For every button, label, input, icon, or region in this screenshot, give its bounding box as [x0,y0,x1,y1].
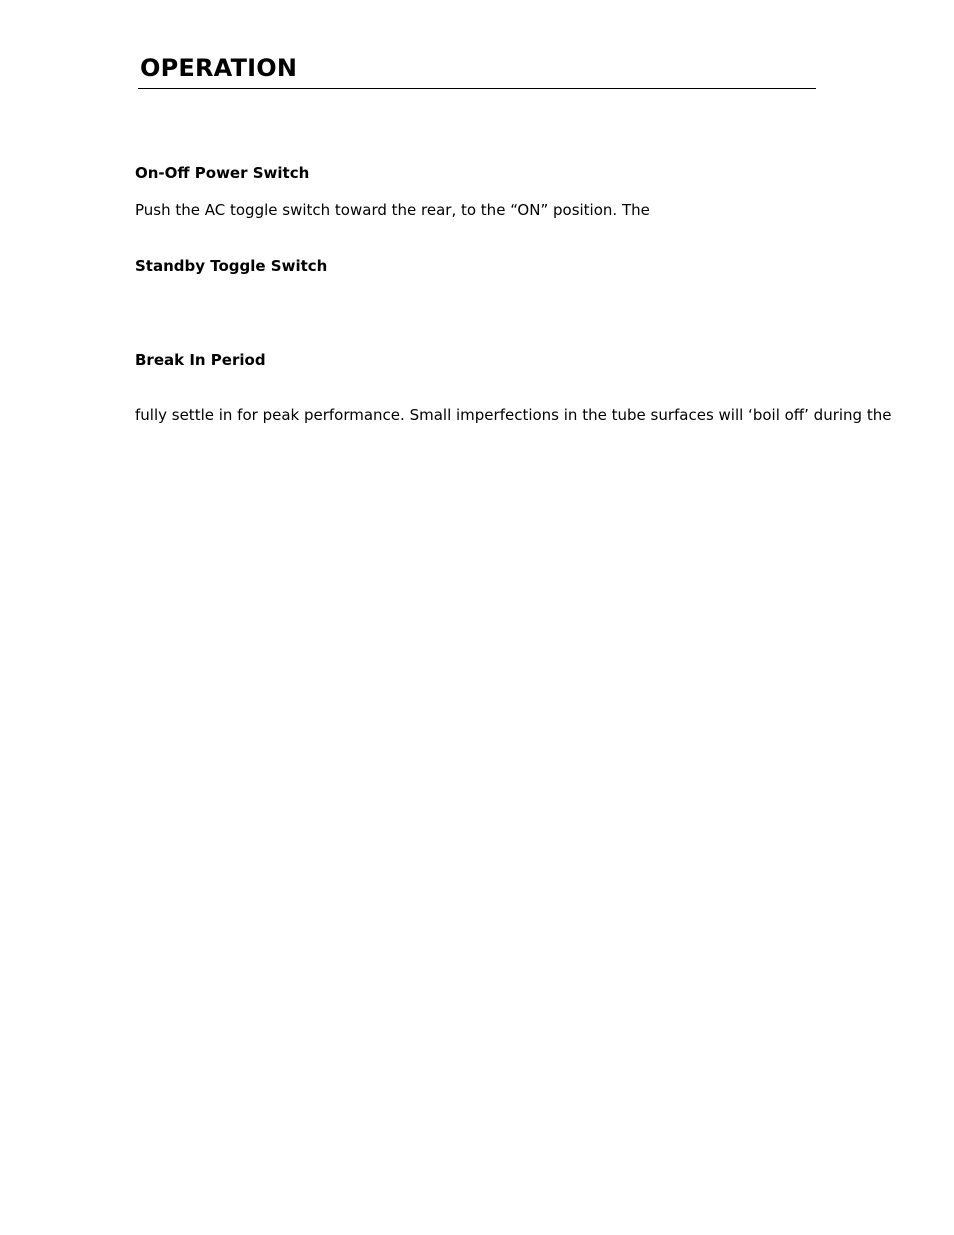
section-heading-on-off-power-switch: On-Off Power Switch [135,164,310,182]
page-title: OPERATION [140,54,298,82]
section-heading-standby-toggle-switch: Standby Toggle Switch [135,257,328,275]
body-text-on-off-power-switch: Push the AC toggle switch toward the rear, to the “ON” position. The [135,201,650,219]
title-divider [138,88,816,89]
body-text-break-in-period: fully settle in for peak performance. Small imperfections in the tube surfaces will ‘boil off’ during the [135,406,892,424]
section-heading-break-in-period: Break In Period [135,351,266,369]
